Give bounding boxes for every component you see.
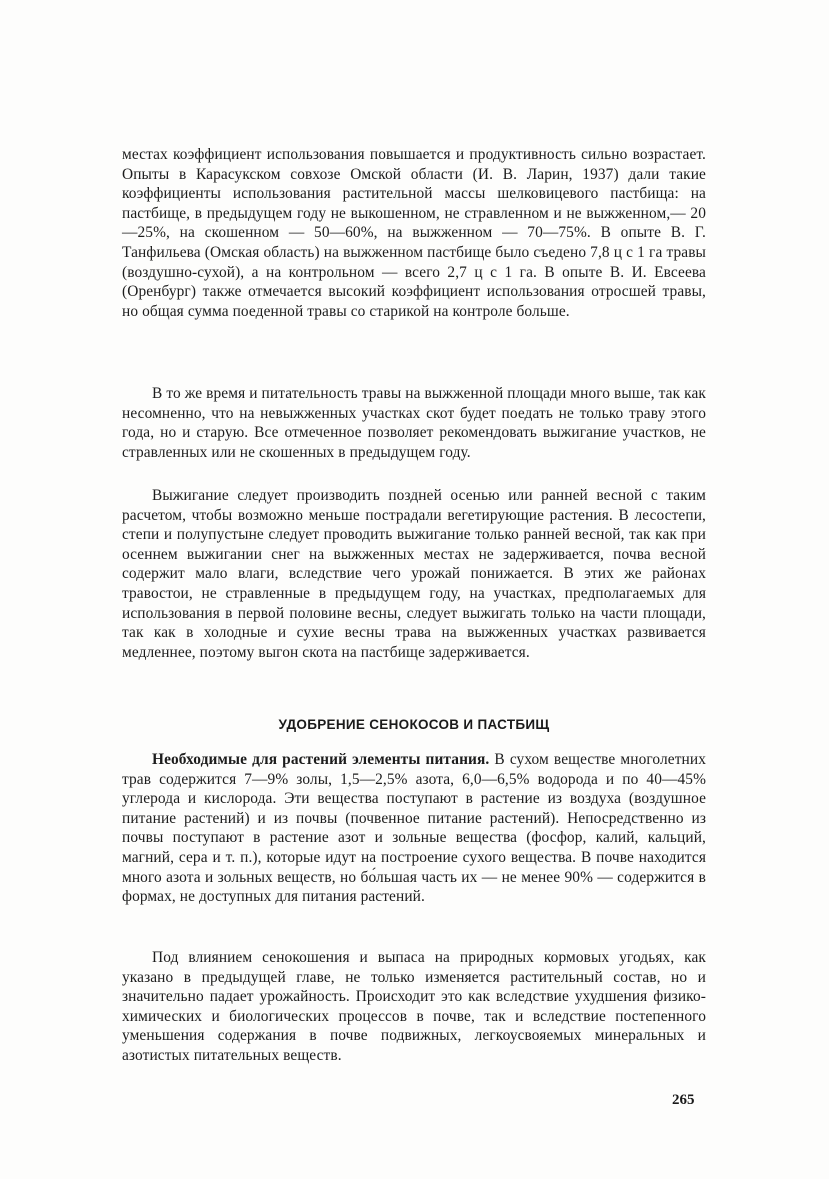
- section-heading: УДОБРЕНИЕ СЕНОКОСОВ И ПАСТБИЩ: [278, 717, 550, 732]
- paragraph-continuation: [122, 145, 706, 321]
- page-number: 265: [672, 1092, 695, 1108]
- paragraph-block-2: [122, 384, 706, 462]
- paragraph-block-3: [122, 486, 706, 662]
- section-paragraph-2: Под влиянием сенокошения и выпаса на природных кормовых угодьях, как указано в предыдущей главе, не только изменяется растительный состав, но и значительно падает урожайность. Происходит это как вследствие ухудшения физико-химических и биологических процессов в почве, так и вследствие постепенного уменьшения содержания в почве подвижных, легкоусвояемых минеральных и азотистых питательных веществ.: [122, 949, 706, 1064]
- paragraph-2: В то же время и питательность травы на выжженной площади много выше, так как несомненно, что на невыжженных участках скот будет поедать не только траву этого года, но и старую. Все отмеченное позволяет рекомендовать выжигание участков, не стравленных или не скошенных в предыдущем году.: [122, 385, 706, 461]
- section-paragraph-block-1: [122, 750, 706, 907]
- paragraph-3: Выжигание следует производить поздней осенью или ранней весной с таким расчетом, чтобы возможно меньше пострадали вегетирующие растения. В лесостепи, степи и полупустыне следует проводить выжигание только ранней весной, так как при осеннем выжигании снег на выжженных местах не задерживается, почва весной содержит мало влаги, вследствие чего урожай понижается. В этих же районах травостои, не стравленные в предыдущем году, на участках, предполагаемых для использования в первой половине весны, следует выжигать только на части площади, так как в холодные и сухие весны трава на выжженных участках развивается медленнее, поэтому выгон скота на пастбище задерживается.: [122, 487, 706, 661]
- section-paragraph-block-2: [122, 948, 706, 1066]
- section-lead: Необходимые для растений элементы питания.: [152, 751, 490, 768]
- section-paragraph-1: [122, 750, 706, 907]
- paragraph-1: местах коэффициент использования повышается и продуктивность сильно возрастает. Опыты в Карасукском совхозе Омской области (И. В. Ларин, 1937) дали такие коэффициенты использования растительной массы шелковицевого пастбища: на пастбище, в предыдущем году не выкошенном, не стравленном и не выжженном,— 20—25%, на скошенном — 50—60%, на выжженном — 70—75%. В опыте В. Г. Танфильева (Омская область) на выжженном пастбище было съедено 7,8 ц с 1 га травы (воздушно-сухой), а на контрольном — всего 2,7 ц с 1 га. В опыте В. И. Евсеева (Оренбург) также отмечается высокий коэффициент использования отросшей травы, но общая сумма поеденной травы со старикой на контроле больше.: [122, 146, 706, 320]
- section-paragraph-1-text: В сухом веществе многолетних трав содержится 7—9% золы, 1,5—2,5% азота, 6,0—6,5% водорода и по 40—45% углерода и кислорода. Эти вещества поступают в растение из воздуха (воздушное питание растений) и из почвы (почвенное питание растений). Непосредственно из почвы поступают в растение азот и зольные вещества (фосфор, калий, кальций, магний, сера и т. п.), которые идут на построение сухого вещества. В почве находится много азота и зольных веществ, но бо́льшая часть их — не менее 90% — содержится в формах, не доступных для питания растений.: [122, 751, 706, 906]
